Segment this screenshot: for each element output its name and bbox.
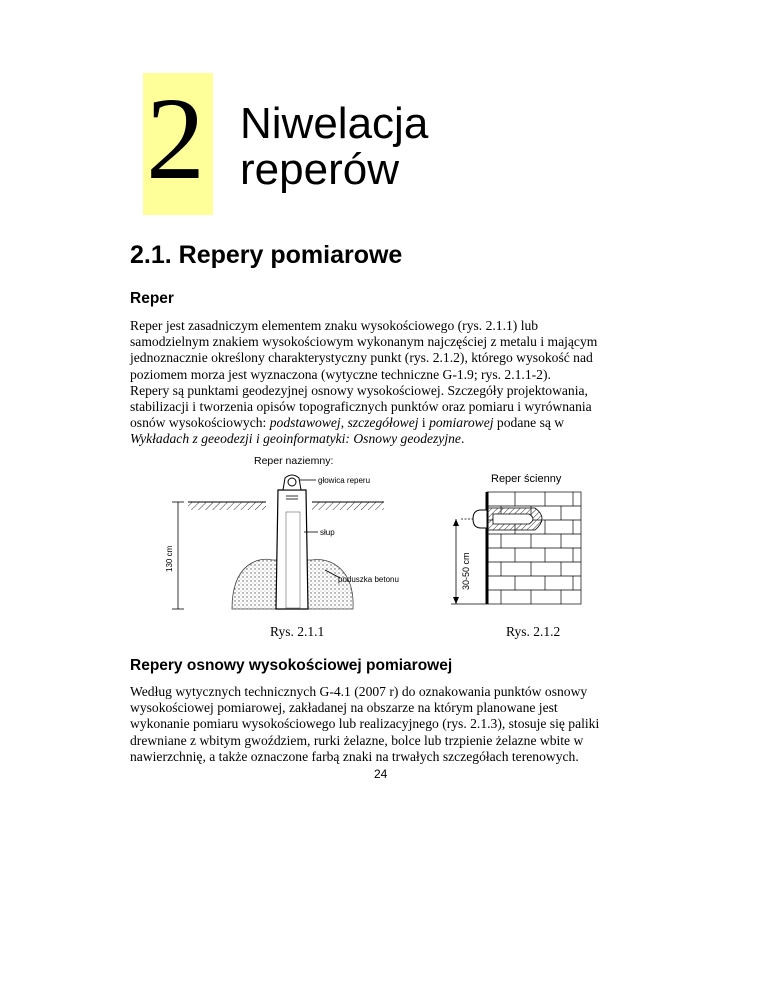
caption-figure-2: Rys. 2.1.2 [506, 624, 561, 639]
chapter-title [240, 101, 428, 193]
text-line: nawierzchnię, a także oznaczone farbą znaki na trwałych szczegółach terenowych. [130, 748, 579, 764]
text-line: wykonanie pomiaru wysokościowego lub realizacyjnego (rys. 2.1.3), stosuje się paliki [130, 716, 600, 732]
text-line: Repery są punktami geodezyjnej osnowy wysokościowej. Szczegóły projektowania, [130, 382, 588, 398]
label-cushion: poduszka betonu [338, 575, 399, 584]
subsection-title-reper: Reper [130, 290, 174, 307]
figure-ground-benchmark [150, 452, 420, 614]
ground-hatch-left [188, 502, 266, 510]
text-line: Według wytycznych technicznych G-4.1 (2007 r) do oznakowania punktów osnowy [130, 684, 588, 699]
label-dimension-130: 130 cm [165, 545, 174, 572]
text-line: wysokościowej pomiarowej, zakładanej na obszarze na którym planowane jest [130, 700, 558, 716]
text-line: jednoznacznie określony charakterystyczny punkt (rys. 2.1.2), którego wysokość nad [130, 350, 593, 366]
label-head: głowica reperu [318, 476, 371, 485]
text-line: stabilizacji i tworzenia opisów topograficznych punktów oraz pomiaru i wyrównania [130, 399, 592, 415]
section-title: 2.1. Repery pomiarowe [130, 241, 403, 269]
figure-wall-benchmark [445, 470, 595, 610]
text-line: samodzielnym znakiem wysokościowym wykonanym najczęściej z metalu i mającym [130, 334, 598, 350]
paragraph-repery-osnowy [130, 684, 599, 765]
figure2-heading: Reper ścienny [491, 473, 562, 485]
subsection-title-repery-osnowy: Repery osnowy wysokościowej pomiarowej [130, 657, 453, 674]
label-post: słup [320, 528, 335, 537]
text-line: Reper jest zasadniczym elementem znaku wysokościowego (rys. 2.1.1) lub [130, 318, 539, 333]
anchor-rod [493, 514, 533, 524]
wall-benchmark-head [473, 510, 487, 528]
paragraph-reper [130, 318, 597, 448]
figure1-heading: Reper naziemny: [254, 455, 334, 467]
caption-figure-1: Rys. 2.1.1 [270, 624, 325, 639]
chapter-title-line-2: reperów [240, 145, 399, 194]
chapter-title-line-1: Niwelacja [240, 99, 429, 148]
text-line: Wykładach z geeodezji i geoinformatyki: Osnowy geodezyjne. [130, 431, 465, 447]
text-line: drewniane z wbitym gwoździem, rurki żelazne, bolce lub trzpienie żelazne wbite w [130, 732, 584, 748]
ground-hatch-right [312, 502, 384, 510]
text-line: osnów wysokościowych: podstawowej, szczegółowej i pomiarowej podane są w [130, 415, 565, 431]
text-line: poziomem morza jest wyznaczona (wytyczne techniczne G-1.9; rys. 2.1.1-2). [130, 366, 551, 382]
page-number: 24 [374, 767, 388, 781]
chapter-number: 2 [146, 73, 205, 204]
label-dimension-30-50: 30-50 cm [461, 552, 471, 590]
